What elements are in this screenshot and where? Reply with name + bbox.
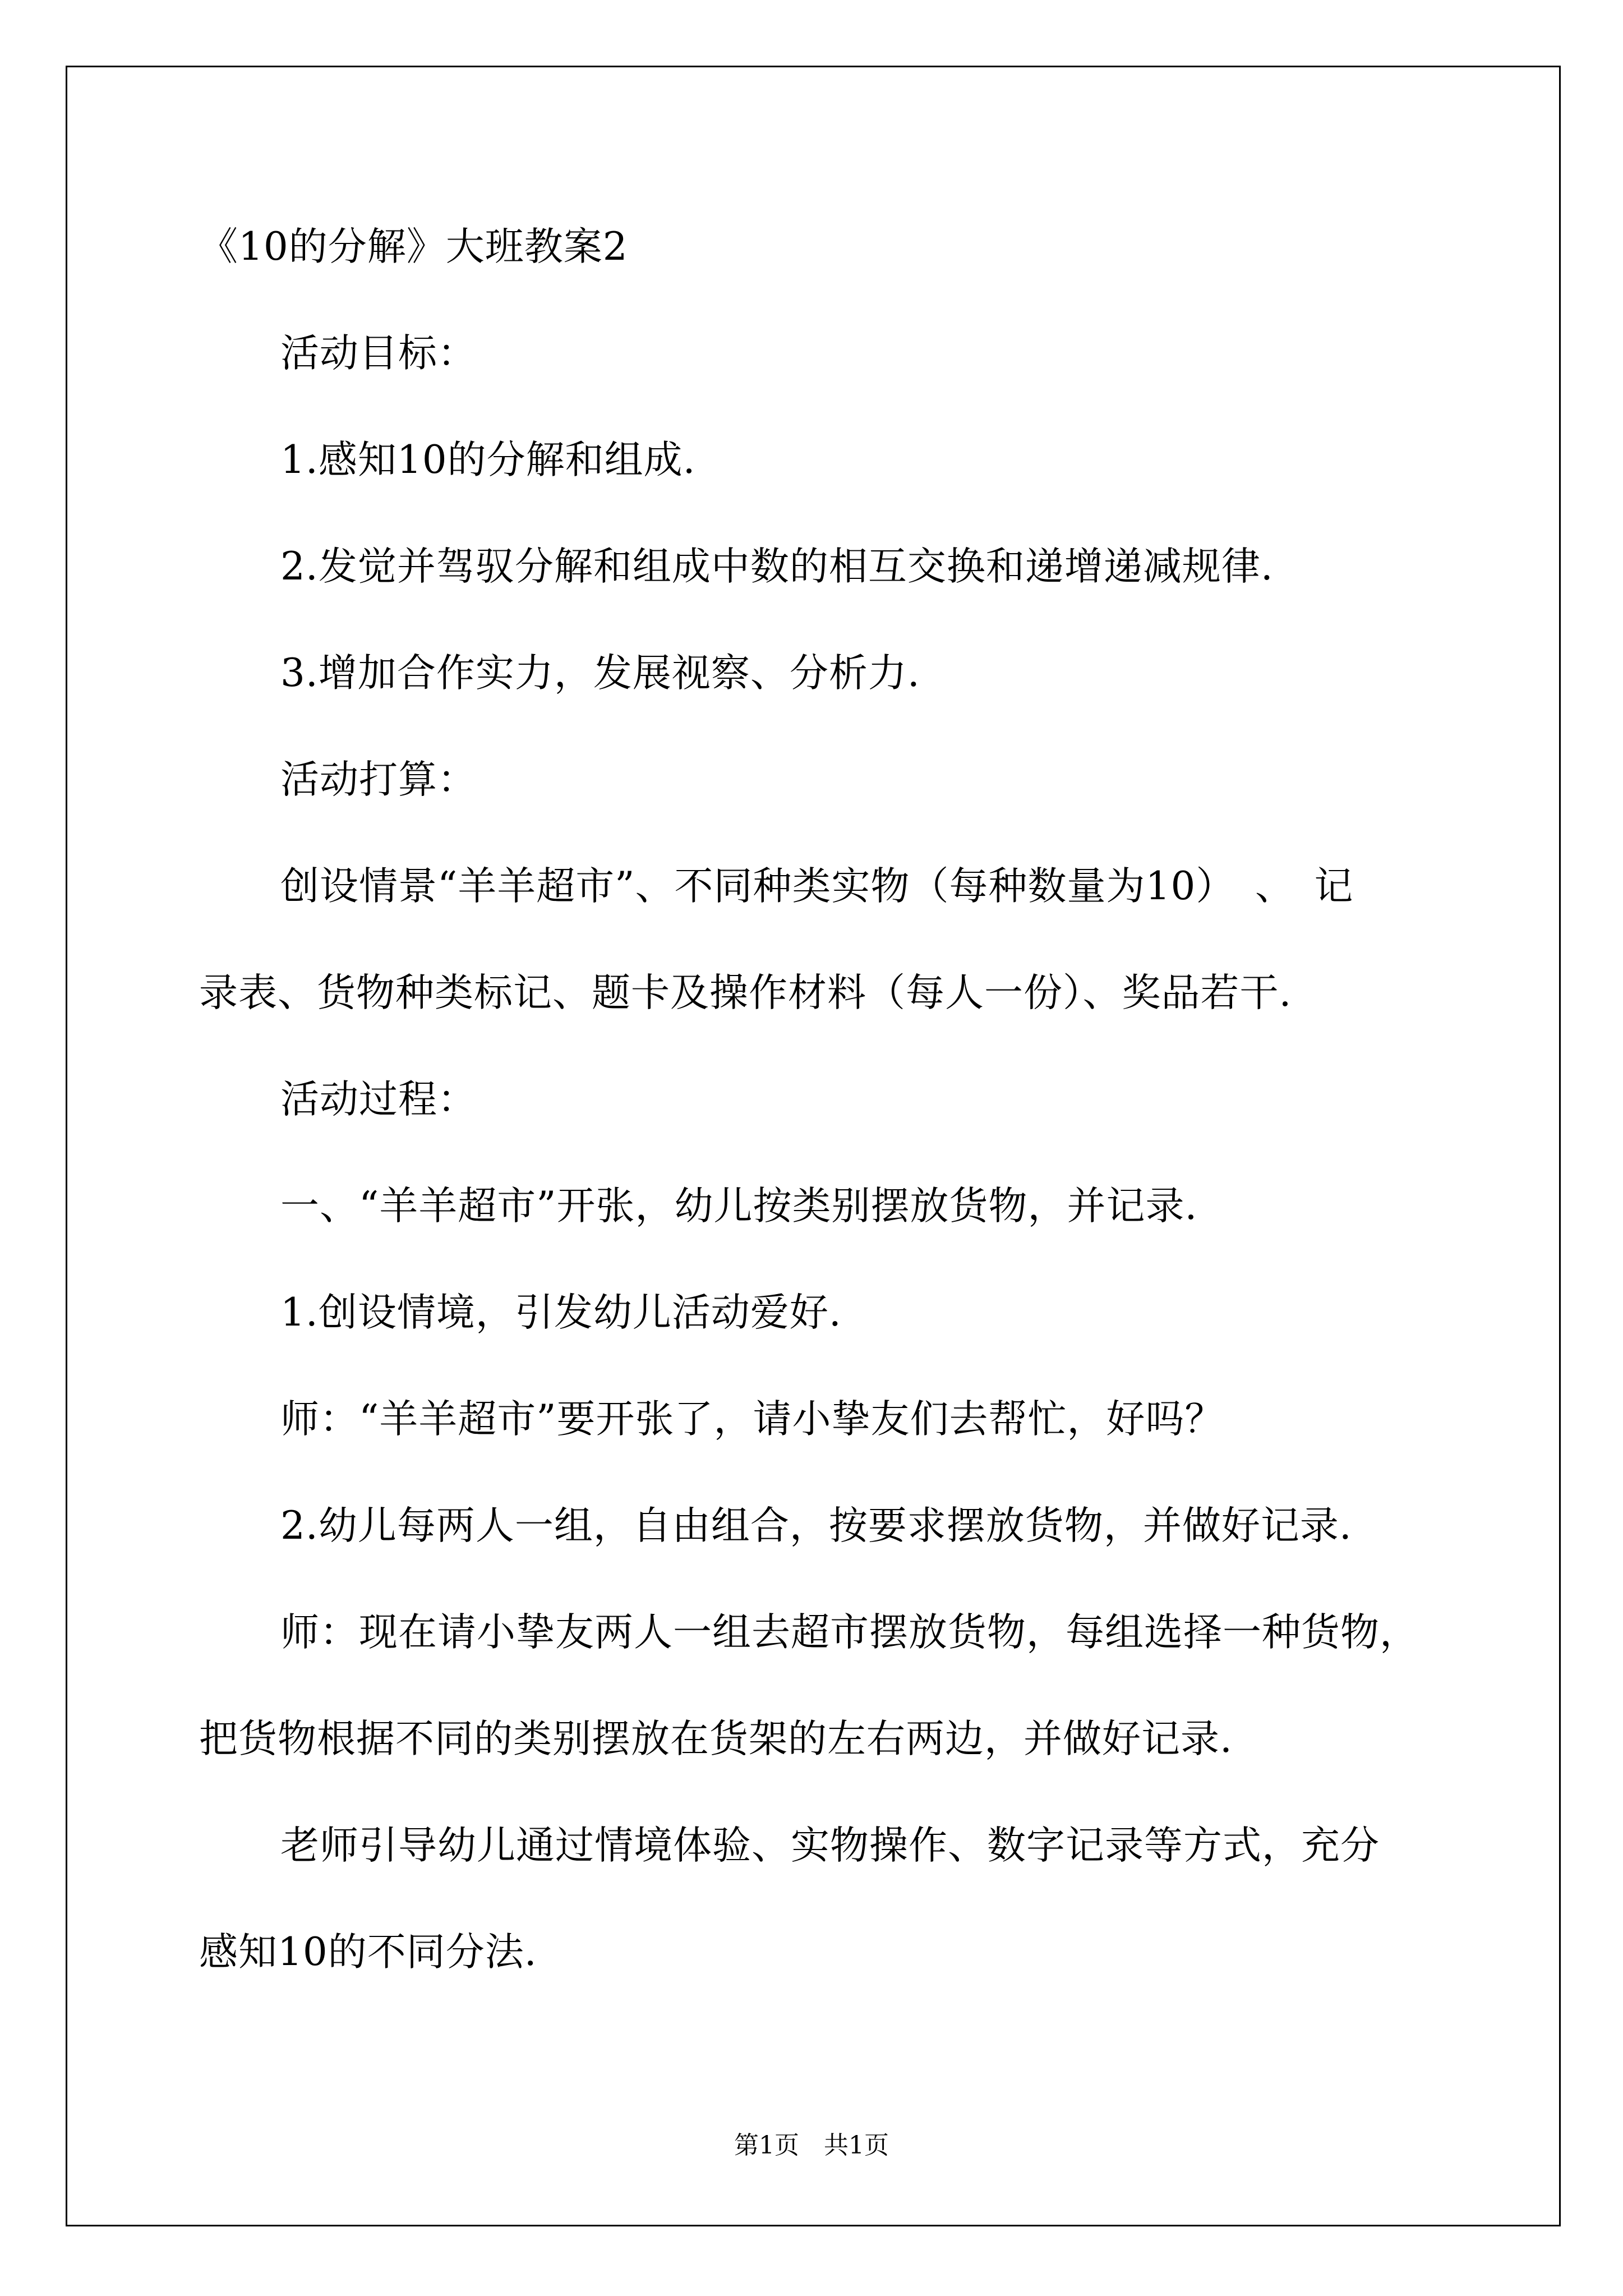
- paragraph-line: 录表、货物种类标记、题卡及操作材料（每人一份）、奖品若干.: [199, 970, 1292, 1015]
- paragraph-line: 2.发觉并驾驭分解和组成中数的相互交换和递增递减规律.: [280, 544, 1274, 589]
- paragraph-line: 师：现在请小挚友两人一组去超市摆放货物，每组选择一种货物，: [280, 1610, 1419, 1655]
- document-title: 《10的分解》大班教案2: [199, 224, 628, 269]
- paragraph-line: 感知10的不同分法.: [199, 1930, 537, 1975]
- section-heading-process: 活动过程：: [280, 1077, 477, 1122]
- paragraph-line: 2.幼儿每两人一组，自由组合，按要求摆放货物，并做好记录.: [280, 1503, 1352, 1548]
- paragraph-line: 老师引导幼儿通过情境体验、实物操作、数字记录等方式，充分: [280, 1823, 1380, 1868]
- paragraph-line: 一、“羊羊超市”开张，幼儿按类别摆放货物，并记录.: [280, 1184, 1198, 1228]
- paragraph-line: 师：“羊羊超市”要开张了，请小挚友们去帮忙，好吗？: [280, 1397, 1224, 1442]
- section-heading-objectives: 活动目标：: [280, 331, 477, 376]
- page-footer: 第1页 共1页: [734, 2131, 889, 2160]
- paragraph-line: 1.创设情境，引发幼儿活动爱好.: [280, 1290, 842, 1335]
- paragraph-line: 1.感知10的分解和组成.: [280, 438, 696, 482]
- paragraph-line: 把货物根据不同的类别摆放在货架的左右两边，并做好记录.: [199, 1717, 1233, 1761]
- page-border: [66, 66, 1561, 2226]
- section-heading-preparation: 活动打算：: [280, 757, 477, 802]
- paragraph-line: 3.增加合作实力，发展视察、分析力.: [280, 651, 920, 696]
- paragraph-line: 创设情景“羊羊超市”、不同种类实物（每种数量为10） 、 记: [280, 864, 1354, 909]
